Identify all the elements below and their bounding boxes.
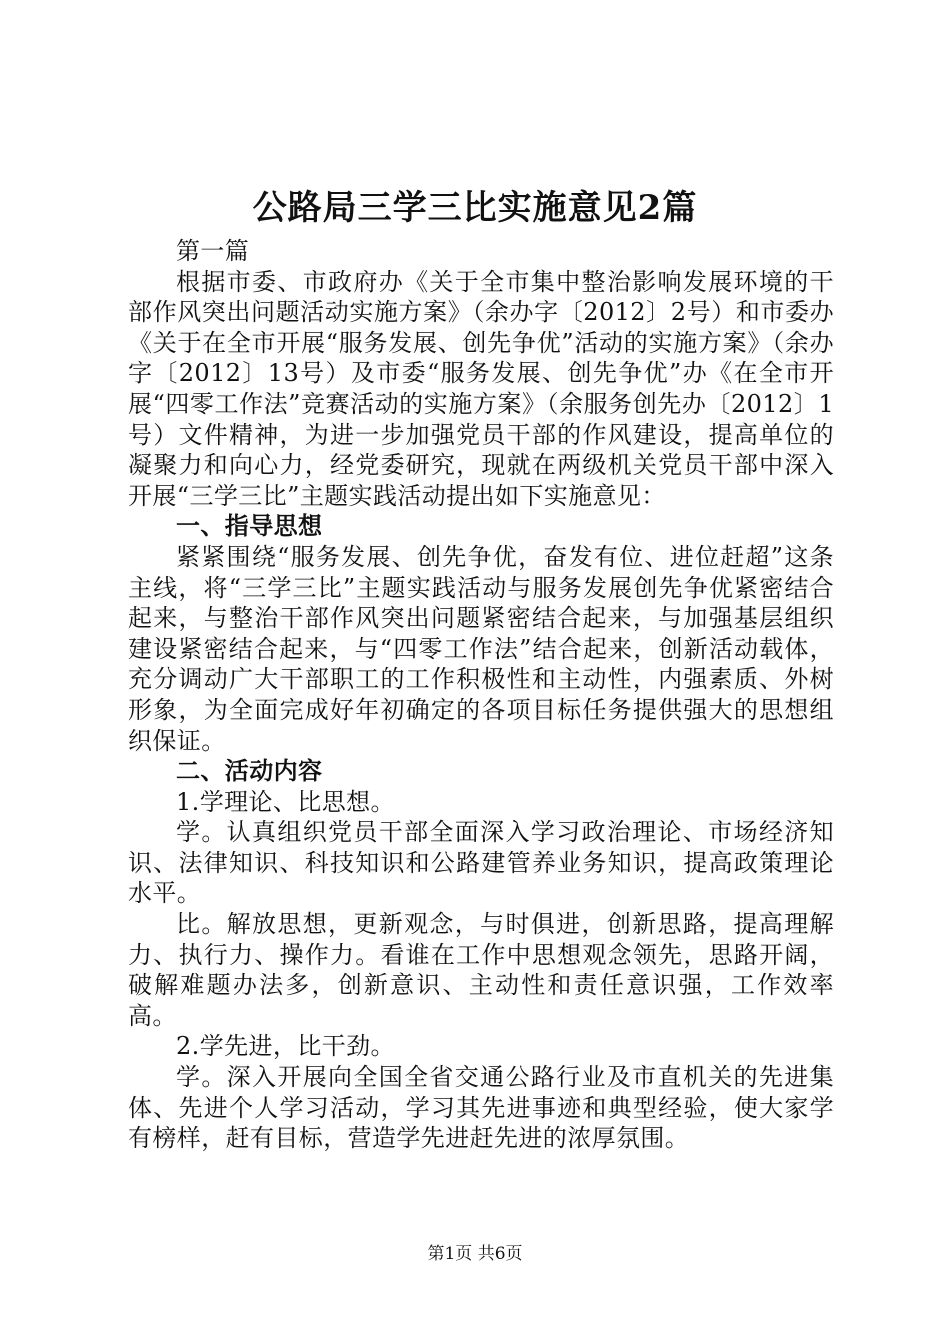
subheading: 1.学理论、比思想。: [176, 787, 395, 816]
document-title: 公路局三学三比实施意见2篇: [252, 188, 698, 228]
document-body: [128, 236, 834, 1154]
paragraph: 学。深入开展向全国全省交通公路行业及市直机关的先进集体、先进个人学习活动，学习其先进事迹和典型经验，使大家学有榜样，赶有目标，营造学先进赶先进的浓厚氛围。: [128, 1063, 834, 1153]
section-heading: 一、指导思想: [176, 512, 323, 541]
paragraph: 学。认真组织党员干部全面深入学习政治理论、市场经济知识、法律知识、科技知识和公路建管养业务知识，提高政策理论水平。: [128, 818, 834, 908]
paragraph: 比。解放思想，更新观念，与时俱进，创新思路，提高理解力、执行力、操作力。看谁在工作中思想观念领先，思路开阔，破解难题办法多，创新意识、主动性和责任意识强，工作效率高。: [128, 910, 834, 1030]
paragraph: 根据市委、市政府办《关于全市集中整治影响发展环境的干部作风突出问题活动实施方案》（余办字〔2012〕2号）和市委办《关于在全市开展“服务发展、创先争优”活动的实施方案》（余办字〔2012〕13号）及市委“服务发展、创先争优”办《在全市开展“四零工作法”竞赛活动的实施方案》（余服务创先办〔2012〕1号）文件精神，为进一步加强党员干部的作风建设，提高单位的凝聚力和向心力，经党委研究，现就在两级机关党员干部中深入开展“三学三比”主题实践活动提出如下实施意见：: [128, 267, 834, 510]
section-heading: 二、活动内容: [176, 757, 323, 786]
paragraph: 紧紧围绕“服务发展、创先争优，奋发有位、进位赶超”这条主线，将“三学三比”主题实践活动与服务发展创先争优紧密结合起来，与整治干部作风突出问题紧密结合起来，与加强基层组织建设紧密结合起来，与“四零工作法”结合起来，创新活动载体，充分调动广大干部职工的工作积极性和主动性，内强素质、外树形象，为全面完成好年初确定的各项目标任务提供强大的思想组织保证。: [128, 542, 834, 755]
page-footer: 第1页 共6页: [427, 1244, 523, 1264]
section-label: 第一篇: [176, 237, 250, 265]
subheading: 2.学先进，比干劲。: [176, 1032, 395, 1061]
